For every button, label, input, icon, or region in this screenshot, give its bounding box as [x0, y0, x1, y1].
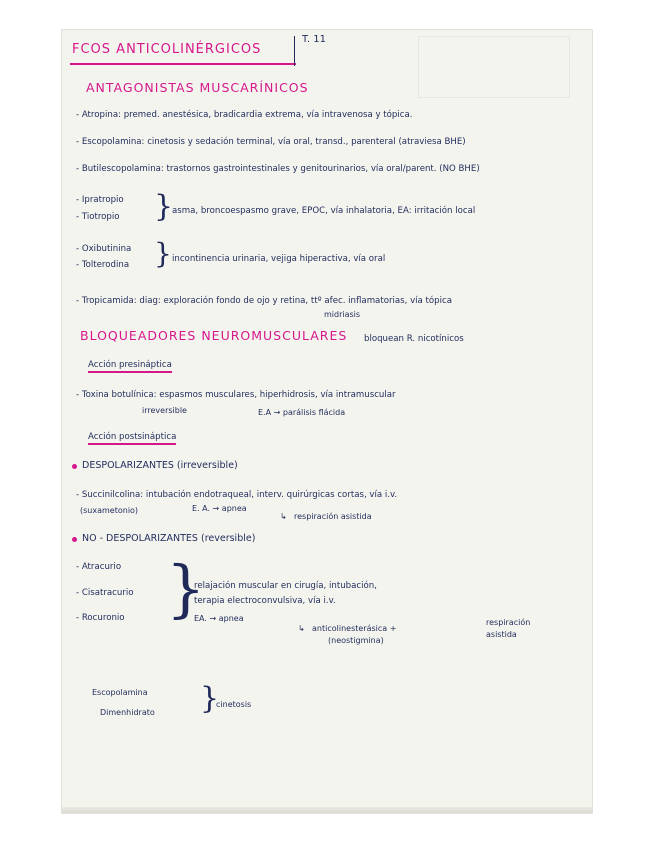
no-despol-respiracion-2: asistida [486, 630, 517, 639]
hook-arrow-icon: ↳ [298, 624, 305, 633]
no-despol-ea: EA. → apnea [194, 614, 244, 623]
succinilcolina-alt: (suxametonio) [80, 506, 139, 515]
tropicamida-line: - Tropicamida: diag: exploración fondo de ojo y retina, ttº afec. inflamatorias, vía tópica [76, 296, 453, 306]
bullet-icon [72, 464, 77, 469]
cisatracurio-line: - Cisatracurio [76, 588, 134, 598]
oxibutinina-line: - Oxibutinina [76, 244, 132, 254]
hook-arrow-icon: ↳ [280, 512, 287, 521]
no-despol-respiracion-1: respiración [486, 618, 531, 627]
bleed-through-box [418, 36, 570, 98]
succinilcolina-line: - Succinilcolina: intubación endotraqueal, interv. quirúrgicas cortas, vía i.v. [76, 490, 398, 500]
rocuronio-line: - Rocuronio [76, 613, 125, 623]
bloqueadores-note: bloquean R. nicotínicos [364, 334, 464, 344]
toxina-ea: E.A → parálisis flácida [258, 408, 346, 417]
title-divider [294, 36, 295, 66]
tolterodina-line: - Tolterodina [76, 260, 130, 270]
footer-escopolamina: Escopolamina [92, 688, 148, 697]
title-underline [70, 63, 296, 65]
atropina-line: - Atropina: premed. anestésica, bradicardia extrema, vía intravenosa y tópica. [76, 110, 413, 120]
subsection-presinaptica: Acción presináptica [88, 360, 172, 373]
butilescopolamina-line: - Butilescopolamina: trastornos gastrointestinales y genitourinarios, vía oral/parent. (NO BHE) [76, 164, 480, 174]
toxina-irreversible: irreversible [142, 406, 187, 415]
midriasis-note: midriasis [324, 310, 361, 319]
no-despol-neostigmina: (neostigmina) [328, 636, 384, 645]
succinilcolina-respiracion: respiración asistida [294, 512, 372, 521]
page-bottom-edge [62, 807, 592, 813]
footer-dimenhidrato: Dimenhidrato [100, 708, 155, 717]
page-title: FCOS ANTICOLINÉRGICOS [72, 42, 262, 57]
section-title-bloqueadores: BLOQUEADORES NEUROMUSCULARES [80, 328, 348, 343]
oxibutinina-description: incontinencia urinaria, vejiga hiperactiva, vía oral [172, 254, 386, 264]
atracurio-line: - Atracurio [76, 562, 122, 572]
succinilcolina-ea: E. A. → apnea [192, 504, 247, 513]
ipratropio-description: asma, broncoespasmo grave, EPOC, vía inhalatoria, EA: irritación local [172, 206, 476, 216]
notebook-page [62, 30, 592, 813]
brace-icon: } [154, 189, 174, 224]
topic-label: T. 11 [302, 34, 327, 45]
no-despolarizantes-heading: NO - DESPOLARIZANTES (reversible) [82, 533, 256, 544]
no-despol-desc-2: terapia electroconvulsiva, vía i.v. [194, 596, 336, 606]
brace-icon: } [154, 237, 172, 270]
ipratropio-line: - Ipratropio [76, 195, 124, 205]
section-title-antagonistas: ANTAGONISTAS MUSCARÍNICOS [86, 80, 309, 95]
despolarizantes-heading: DESPOLARIZANTES (irreversible) [82, 460, 238, 471]
brace-icon: } [200, 681, 220, 716]
brace-icon: } [166, 552, 206, 625]
toxina-line: - Toxina botulínica: espasmos musculares, hiperhidrosis, vía intramuscular [76, 390, 396, 400]
tiotropio-line: - Tiotropio [76, 212, 120, 222]
escopolamina-line: - Escopolamina: cinetosis y sedación terminal, vía oral, transd., parenteral (atraviesa BHE) [76, 137, 466, 147]
no-despol-desc-1: relajación muscular en cirugía, intubación, [194, 581, 377, 591]
no-despol-anticolinesterasica: anticolinesterásica + [312, 624, 397, 633]
bullet-icon [72, 537, 77, 542]
subsection-postsinaptica: Acción postsináptica [88, 432, 176, 445]
footer-cinetosis: cinetosis [216, 700, 252, 709]
